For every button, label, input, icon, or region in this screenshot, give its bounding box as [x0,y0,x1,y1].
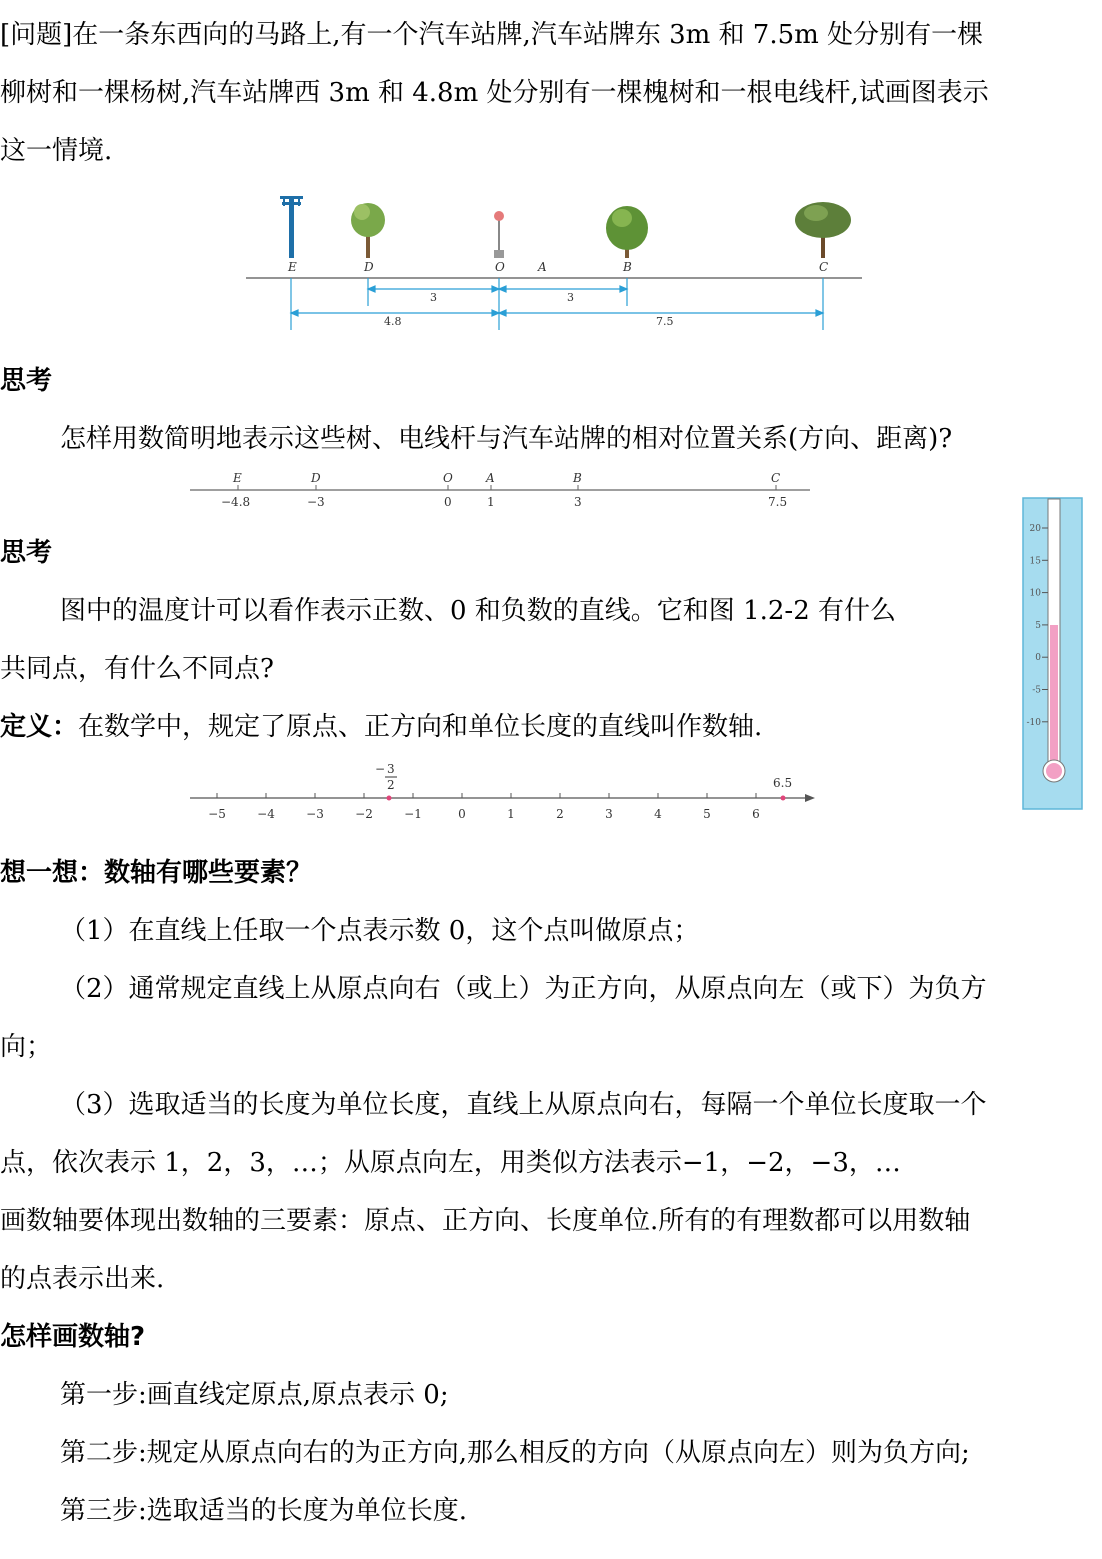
paragraph: （2）通常规定直线上从原点向右（或上）为正方向，从原点向左（或下）为负方 [60,974,987,1004]
dimension-label: 3 [567,291,574,304]
poplar-tree-icon [795,202,851,258]
section-heading: 思考 [0,538,53,568]
thermometer-tick-label: 20 [1029,524,1041,534]
thermometer-tick-label: 10 [1029,588,1041,599]
point-label-a: A [538,260,547,274]
paragraph: （1）在直线上任取一个点表示数 0，这个点叫做原点； [60,916,700,946]
axis-tick-label: 4 [654,807,662,821]
point-label-b: B [573,471,582,485]
axis-tick-label: 6 [752,807,760,821]
tick-value: 0 [444,495,452,509]
axis-tick-label: 2 [556,807,564,821]
point-label-d: D [364,260,374,274]
section-heading: 思考 [0,366,53,396]
dimension-label: 3 [430,291,437,304]
tick-value: 1 [487,495,495,509]
step-1: 第一步:画直线定原点,原点表示 0; [60,1380,449,1410]
point-label-e: E [233,471,242,485]
tick-value: 3 [574,495,582,509]
point-label-a: A [486,471,495,485]
definition-label: 定义： [0,712,79,742]
paragraph: 向； [0,1032,53,1062]
point-marker [387,796,392,801]
problem-line-3: 这一情境. [0,136,113,166]
point-label-d: D [311,471,321,485]
pagoda-tree-icon [351,203,385,258]
axis-tick-label: −3 [306,807,324,821]
tick-value: −4.8 [221,495,251,509]
thermometer-tick-label: 0 [1035,653,1041,664]
axis-tick-label: 3 [605,807,613,821]
definition-text: 在数学中，规定了原点、正方向和单位长度的直线叫作数轴. [78,712,763,742]
paragraph: （3）选取适当的长度为单位长度，直线上从原点向右，每隔一个单位长度取一个 [60,1090,987,1120]
thermometer-figure [1022,497,1084,811]
step-2: 第二步:规定从原点向右的为正方向,那么相反的方向（从原点向左）则为负方向; [60,1438,970,1468]
number-axis-figure [185,760,825,828]
point-label-e: E [288,260,297,274]
point-label-o: O [495,260,505,274]
thermometer-liquid [1050,625,1058,771]
axis-tick-label: 0 [458,807,466,821]
point-label: 6.5 [773,776,793,790]
willow-tree-icon [606,206,648,258]
paragraph: 共同点，有什么不同点? [0,654,274,684]
paragraph: 画数轴要体现出数轴的三要素：原点、正方向、长度单位.所有的有理数都可以用数轴 [0,1206,971,1236]
paragraph: 的点表示出来. [0,1264,165,1294]
point-label-b: B [623,260,632,274]
utility-pole-icon [280,196,303,258]
fraction-denominator: 2 [387,778,395,792]
axis-tick-label: −5 [208,807,226,821]
point-marker [781,796,786,801]
point-label-o: O [443,471,453,485]
section-heading: 怎样画数轴? [0,1322,146,1352]
thermometer-tick-label: 5 [1035,620,1041,631]
tick-value: 7.5 [768,495,788,509]
paragraph: 图中的温度计可以看作表示正数、0 和负数的直线。它和图 1.2-2 有什么 [60,596,897,626]
thermometer-tick-label: 15 [1029,556,1041,567]
point-label-c: C [771,471,781,485]
axis-tick-label: 5 [703,807,711,821]
bus-stop-sign-icon [494,211,504,258]
axis-tick-label: −1 [404,807,422,821]
fraction-numerator: 3 [387,762,395,776]
step-3: 第三步:选取适当的长度为单位长度. [60,1496,468,1526]
axis-tick-label: −4 [257,807,275,821]
section-heading: 想一想：数轴有哪些要素？ [0,858,313,888]
axis-tick-label: 1 [507,807,515,821]
dimension-label: 4.8 [384,315,402,328]
problem-line-1: [问题]在一条东西向的马路上,有一个汽车站牌,汽车站牌东 3m 和 7.5m 处分别有一棵 [0,20,984,50]
fraction-sign: − [375,762,386,776]
tick-value: −3 [307,495,325,509]
paragraph: 点，依次表示 1，2，3，…；从原点向左，用类似方法表示−1，−2，−3，… [0,1148,901,1178]
thermometer-tick-label: -10 [1026,717,1041,728]
problem-line-2: 柳树和一棵杨树,汽车站牌西 3m 和 4.8m 处分别有一棵槐树和一根电线杆,试画图表示 [0,78,989,108]
definition [0,706,762,743]
point-label-c: C [819,260,829,274]
road-scene-figure [240,188,870,336]
number-line-figure [185,468,815,514]
paragraph: 怎样用数简明地表示这些树、电线杆与汽车站牌的相对位置关系(方向、距离)? [60,424,953,454]
thermometer-tick-label: -5 [1032,685,1041,696]
axis-tick-label: −2 [355,807,373,821]
dimension-label: 7.5 [656,315,674,328]
